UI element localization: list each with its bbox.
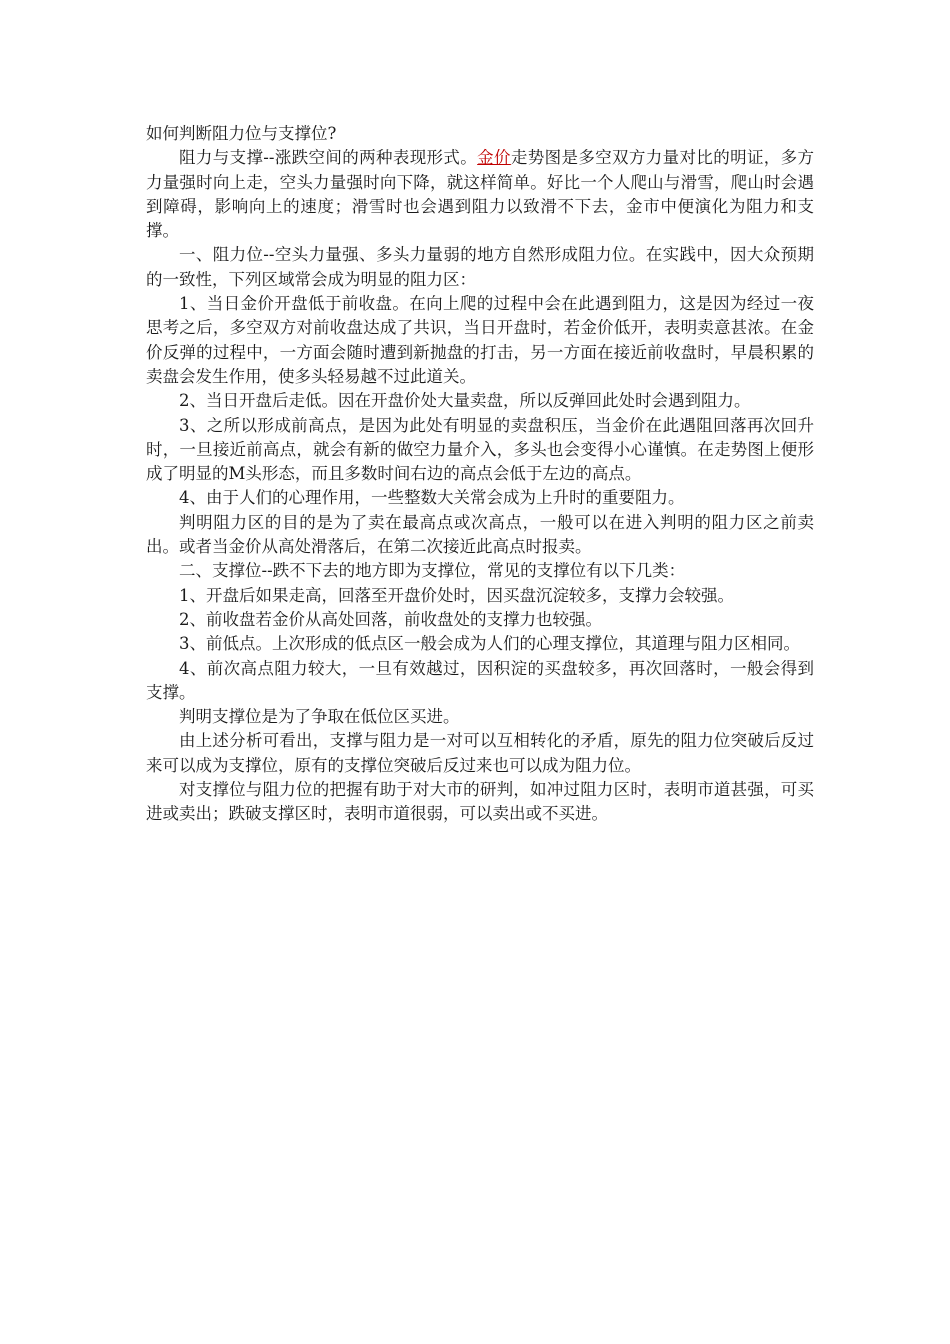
paragraph-support-summary: 判明支撑位是为了争取在低位区买进。	[179, 707, 460, 727]
paragraph-support-2: 2、前收盘若金价从高处回落，前收盘处的支撑力也较强。	[179, 609, 602, 629]
intro-text-before-link: 阻力与支撑--涨跌空间的两种表现形式。	[179, 148, 478, 168]
intro-paragraph	[146, 146, 814, 243]
paragraph-resistance-4: 4、由于人们的心理作用，一些整数大关常会成为上升时的重要阻力。	[179, 488, 685, 508]
paragraph-support-3: 3、前低点。上次形成的低点区一般会成为人们的心理支撑位，其道理与阻力区相同。	[179, 634, 800, 654]
paragraph-support-4: 4、前次高点阻力较大，一旦有效越过，因积淀的买盘较多，再次回落时，一般会得到支撑。	[146, 658, 814, 702]
document-title: 如何判断阻力位与支撑位?	[146, 124, 337, 143]
paragraph-resistance-summary: 判明阻力区的目的是为了卖在最高点或次高点，一般可以在进入判明的阻力区之前卖出。或者当金价从高处滑落后，在第二次接近此高点时报卖。	[146, 512, 814, 557]
intro-text-after-link: 走势图是多空双方力量对比的明证，多方力量强时向上走，空头力量强时向下降，就这样简单。好比一个人爬山与滑雪，爬山时会遇到障碍，影响向上的速度；滑雪时也会遇到阻力以致滑不下去，金市中便演化为阻力和支撑。	[146, 148, 815, 241]
document-body	[146, 122, 814, 827]
paragraph-resistance-1: 1、当日金价开盘低于前收盘。在向上爬的过程中会在此遇到阻力，这是因为经过一夜思考之后，多空双方对前收盘达成了共识，当日开盘时，若金价低开，表明卖意甚浓。在金价反弹的过程中，一方面会随时遭到新抛盘的打击，另一方面在接近前收盘时，早晨积累的卖盘会发生作用，使多头轻易越不过此道关。	[146, 294, 814, 386]
paragraph-support-heading: 二、支撑位--跌不下去的地方即为支撑位，常见的支撑位有以下几类：	[179, 561, 686, 581]
gold-price-link[interactable]: 金价	[477, 148, 511, 168]
paragraph-resistance-heading: 一、阻力位--空头力量强、多头力量弱的地方自然形成阻力位。在实践中，因大众预期的一致性，下列区域常会成为明显的阻力区：	[146, 245, 814, 289]
paragraph-conversion: 由上述分析可看出，支撑与阻力是一对可以互相转化的矛盾，原先的阻力位突破后反过来可以成为支撑位，原有的支撑位突破后反过来也可以成为阻力位。	[146, 731, 814, 775]
paragraph-resistance-2: 2、当日开盘后走低。因在开盘价处大量卖盘，所以反弹回此处时会遇到阻力。	[179, 391, 751, 411]
paragraph-resistance-3: 3、之所以形成前高点，是因为此处有明显的卖盘积压，当金价在此遇阻回落再次回升时，一旦接近前高点，就会有新的做空力量介入，多头也会变得小心谨慎。在走势图上便形成了明显的M头形态，而且多数时间右边的高点会低于左边的高点。	[146, 415, 814, 484]
paragraph-support-1: 1、开盘后如果走高，回落至开盘价处时，因买盘沉淀较多，支撑力会较强。	[179, 585, 734, 605]
paragraph-conclusion: 对支撑位与阻力位的把握有助于对大市的研判，如冲过阻力区时，表明市道甚强，可买进或卖出；跌破支撑区时，表明市道很弱，可以卖出或不买进。	[146, 780, 814, 824]
